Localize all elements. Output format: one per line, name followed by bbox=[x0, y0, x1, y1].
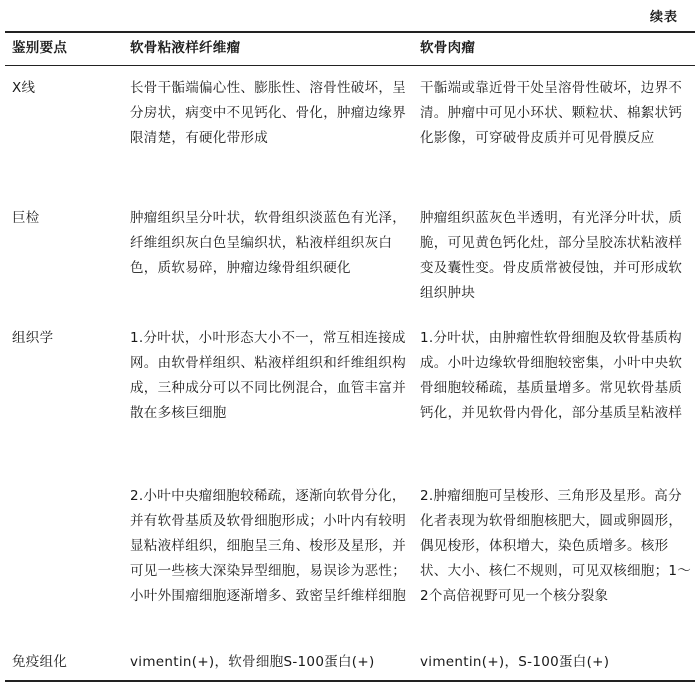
xray-chondromyxoid-text: 长骨干骺端偏心性、膨胀性、溶骨性破坏，呈分房状，病变中不见钙化、骨化，肿瘤边缘界限清楚，有硬化带形成 bbox=[130, 80, 406, 146]
histology-chondromyxoid-point-1: 1.分叶状，小叶形态大小不一，常互相连接成网。由软骨样组织、粘液样组织和纤维组织构成，三种成分可以不同比例混合，血管丰富并散在多核巨细胞 bbox=[130, 330, 406, 421]
continued-label: 续表 bbox=[649, 10, 678, 25]
row-label-xray: X线 bbox=[12, 80, 36, 96]
row-label-gross: 巨检 bbox=[12, 210, 40, 226]
table-top-rule bbox=[5, 31, 695, 33]
histology-chondrosarcoma-point-1: 1.分叶状，由肿瘤性软骨细胞及软骨基质构成。小叶边缘软骨细胞较密集，小叶中央软骨细胞较稀疏，基质量增多。常见软骨基质钙化，并见软骨内骨化，部分基质呈粘液样 bbox=[420, 330, 683, 421]
ihc-chondrosarcoma-text: vimentin(+)，S-100蛋白(+) bbox=[420, 654, 610, 670]
row-label-immunohistochemistry: 免疫组化 bbox=[12, 654, 68, 670]
histology-chondrosarcoma-point-2: 2.肿瘤细胞可呈梭形、三角形及星形。高分化者表现为软骨细胞核肥大，圆或卵圆形，偶见梭形，体积增大，染色质增多。核形状、大小、核仁不规则，可见双核细胞；1～2个高倍视野可见一个核分裂象 bbox=[420, 488, 692, 604]
histology-chondromyxoid-point-2: 2.小叶中央瘤细胞较稀疏，逐渐向软骨分化，并有软骨基质及软骨细胞形成；小叶内有较明显粘液样组织，细胞呈三角、梭形及星形，并可见一些核大深染异型细胞，易误诊为恶性；小叶外围瘤细胞逐渐增多、致密呈纤维样细胞 bbox=[130, 488, 406, 604]
ihc-chondromyxoid-text: vimentin(+)，软骨细胞S-100蛋白(+) bbox=[130, 654, 375, 670]
xray-chondrosarcoma-text: 干骺端或靠近骨干处呈溶骨性破坏，边界不清。肿瘤中可见小环状、颗粒状、棉絮状钙化影像，可穿破骨皮质并可见骨膜反应 bbox=[420, 80, 683, 146]
table-bottom-rule bbox=[5, 680, 695, 682]
row-label-histology: 组织学 bbox=[12, 330, 54, 346]
header-chondrosarcoma: 软骨肉瘤 bbox=[420, 40, 476, 56]
gross-chondrosarcoma-text: 肿瘤组织蓝灰色半透明，有光泽分叶状，质脆，可见黄色钙化灶，部分呈胶冻状粘液样变及囊性变。骨皮质常被侵蚀，并可形成软组织肿块 bbox=[420, 210, 683, 301]
header-criteria: 鉴别要点 bbox=[12, 40, 68, 56]
header-chondromyxoid-fibroma: 软骨粘液样纤维瘤 bbox=[130, 40, 241, 56]
gross-chondromyxoid-text: 肿瘤组织呈分叶状，软骨组织淡蓝色有光泽，纤维组织灰白色呈编织状，粘液样组织灰白色，质软易碎，肿瘤边缘骨组织硬化 bbox=[130, 210, 406, 276]
header-rule bbox=[5, 65, 695, 66]
